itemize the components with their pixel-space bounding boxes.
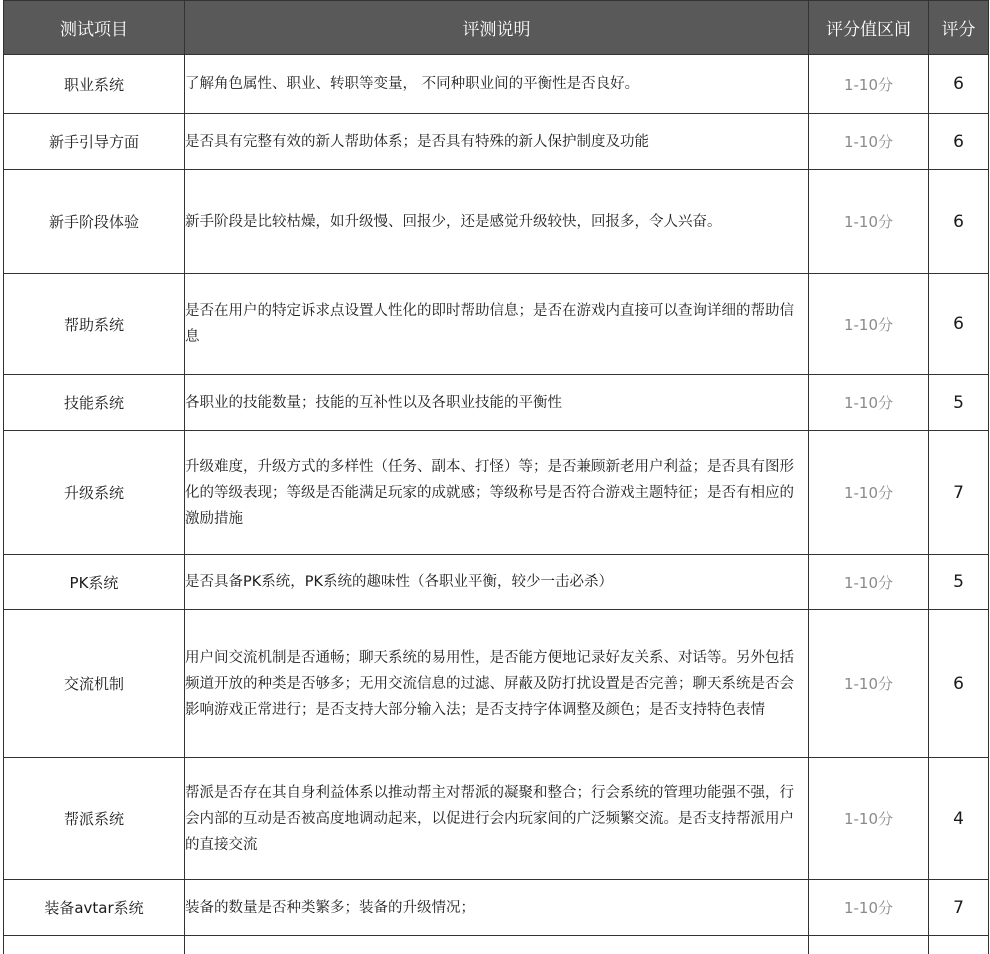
test-item-cell: 技能系统 [4, 375, 185, 431]
score-cell: 7 [929, 880, 989, 936]
description-cell: 是否具有完整有效的新人帮助体系；是否具有特殊的新人保护制度及功能 [185, 114, 809, 170]
test-item-cell: 帮助系统 [4, 274, 185, 375]
score-cell: 6 [929, 55, 989, 114]
test-item-cell: 新手引导方面 [4, 114, 185, 170]
score-cell: 5 [929, 555, 989, 610]
description-cell: 各职业的技能数量；技能的互补性以及各职业技能的平衡性 [185, 375, 809, 431]
score-range-cell: 1-10分 [809, 274, 929, 375]
test-item-cell: 装备avtar系统 [4, 880, 185, 936]
table-row [4, 880, 989, 936]
header-description: 评测说明 [185, 1, 809, 55]
table-row [4, 375, 989, 431]
description-cell: 帮派是否存在其自身利益体系以推动帮主对帮派的凝聚和整合；行会系统的管理功能强不强，行会内部的互动是否被高度地调动起来，以促进行会内玩家间的广泛频繁交流。是否支持帮派用户的直接交流 [185, 758, 809, 880]
header-score: 评分 [929, 1, 989, 55]
score-range-cell: 1-10分 [809, 880, 929, 936]
score-range-cell: 1-10分 [809, 431, 929, 555]
evaluation-table [3, 0, 989, 954]
score-range-cell: 1-10分 [809, 610, 929, 758]
score-cell: 4 [929, 758, 989, 880]
test-item-cell: 交流机制 [4, 610, 185, 758]
description-cell: 新手阶段是比较枯燥，如升级慢、回报少，还是感觉升级较快，回报多，令人兴奋。 [185, 170, 809, 274]
score-cell: 6 [929, 170, 989, 274]
table-row [4, 610, 989, 758]
table-row [4, 758, 989, 880]
description-cell: 是否具备PK系统，PK系统的趣味性（各职业平衡，较少一击必杀） [185, 555, 809, 610]
table-header-row [4, 1, 989, 55]
table-row [4, 55, 989, 114]
table-row [4, 555, 989, 610]
test-item-cell: 职业系统 [4, 55, 185, 114]
empty-cell [4, 936, 185, 954]
score-range-cell: 1-10分 [809, 375, 929, 431]
empty-cell [929, 936, 989, 954]
table-row [4, 936, 989, 954]
table-row [4, 431, 989, 555]
score-range-cell: 1-10分 [809, 758, 929, 880]
description-cell: 用户间交流机制是否通畅；聊天系统的易用性，是否能方便地记录好友关系、对话等。另外包括频道开放的种类是否够多；无用交流信息的过滤、屏蔽及防打扰设置是否完善；聊天系统是否会影响游戏正常进行；是否支持大部分输入法；是否支持字体调整及颜色；是否支持特色表情 [185, 610, 809, 758]
empty-cell [809, 936, 929, 954]
test-item-cell: PK系统 [4, 555, 185, 610]
description-cell: 装备的数量是否种类繁多；装备的升级情况； [185, 880, 809, 936]
test-item-cell: 新手阶段体验 [4, 170, 185, 274]
empty-cell [185, 936, 809, 954]
test-item-cell: 帮派系统 [4, 758, 185, 880]
score-cell: 7 [929, 431, 989, 555]
description-cell: 是否在用户的特定诉求点设置人性化的即时帮助信息；是否在游戏内直接可以查询详细的帮助信息 [185, 274, 809, 375]
table-row [4, 170, 989, 274]
score-cell: 6 [929, 610, 989, 758]
score-range-cell: 1-10分 [809, 114, 929, 170]
description-cell: 升级难度，升级方式的多样性（任务、副本、打怪）等；是否兼顾新老用户利益；是否具有图形化的等级表现；等级是否能满足玩家的成就感；等级称号是否符合游戏主题特征；是否有相应的激励措施 [185, 431, 809, 555]
header-score-range: 评分值区间 [809, 1, 929, 55]
table-row [4, 114, 989, 170]
description-cell: 了解角色属性、职业、转职等变量， 不同种职业间的平衡性是否良好。 [185, 55, 809, 114]
table-row [4, 274, 989, 375]
score-cell: 6 [929, 114, 989, 170]
score-cell: 5 [929, 375, 989, 431]
test-item-cell: 升级系统 [4, 431, 185, 555]
header-test-item: 测试项目 [4, 1, 185, 55]
score-range-cell: 1-10分 [809, 555, 929, 610]
score-cell: 6 [929, 274, 989, 375]
score-range-cell: 1-10分 [809, 55, 929, 114]
score-range-cell: 1-10分 [809, 170, 929, 274]
